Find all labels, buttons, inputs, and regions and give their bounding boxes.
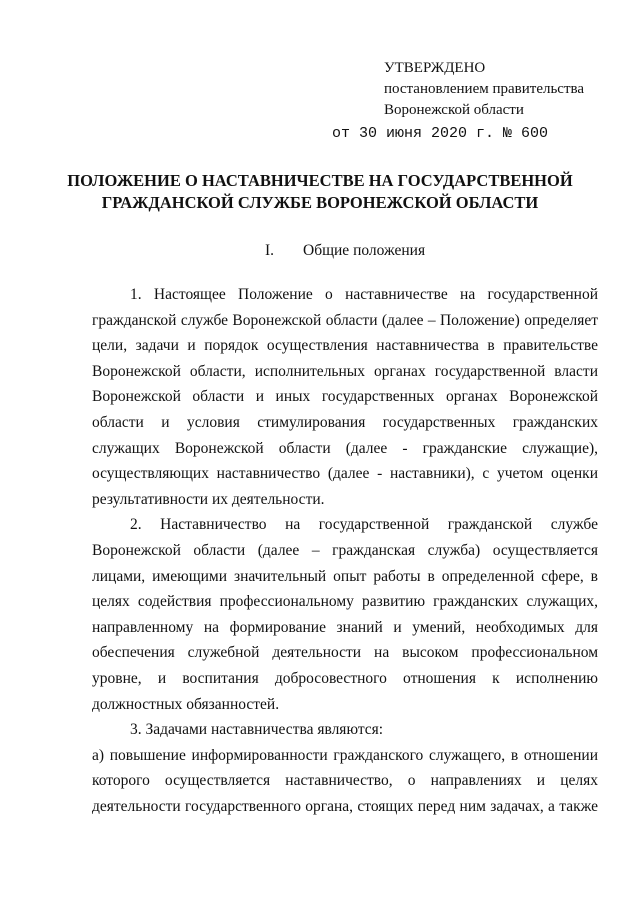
paragraph-2: 2. Наставничество на государственной гражданской службе Воронежской области (далее – гражданская служба) осуществляется лицами, имеющими значительный опыт работы в определенной сфере, в целях содействия профессиональному развитию гражданских служащих, направленному на формирование знаний и умений, необходимых для обеспечения служебной деятельности на высоком профессиональном уровне, и воспитания добросовестного отношения к исполнению должностных обязанностей. [92, 516, 598, 713]
document-body [92, 282, 598, 819]
paragraph-3a: а) повышение информированности гражданского служащего, в отношении которого осуществляется наставничество, о направлениях и целях деятельности государственного органа, стоящих перед ним задачах, а также [92, 746, 598, 815]
document-title [40, 170, 600, 214]
section-name: Общие положения [303, 242, 426, 259]
title-line-2: ГРАЖДАНСКОЙ СЛУЖБЕ ВОРОНЕЖСКОЙ ОБЛАСТИ [101, 193, 539, 212]
paragraph-3: 3. Задачами наставничества являются: [130, 721, 384, 739]
approval-heading: УТВЕРЖДЕНО [384, 60, 486, 76]
approval-date-number: от 30 июня 2020 г. № 600 [332, 125, 549, 142]
approval-block [332, 58, 585, 144]
section-number: I. [265, 242, 275, 259]
paragraph-1: 1. Настоящее Положение о наставничестве на государственной гражданской службе Воронежской области (далее – Положение) определяет цели, задачи и порядок осуществления наставничества в правительстве Воронежской области, исполнительных органах государственной власти Воронежской области и иных государственных органах Воронежской области и условия стимулирования государственных гражданских служащих Воронежской области (далее - гражданские служащие), осуществляющих наставничество (далее - наставники), с учетом оценки результативности их деятельности. [92, 286, 598, 508]
approval-issuer: постановлением правительства [384, 81, 585, 97]
title-line-1: ПОЛОЖЕНИЕ О НАСТАВНИЧЕСТВЕ НА ГОСУДАРСТВЕННОЙ [67, 171, 573, 190]
approval-region: Воронежской области [384, 102, 524, 118]
